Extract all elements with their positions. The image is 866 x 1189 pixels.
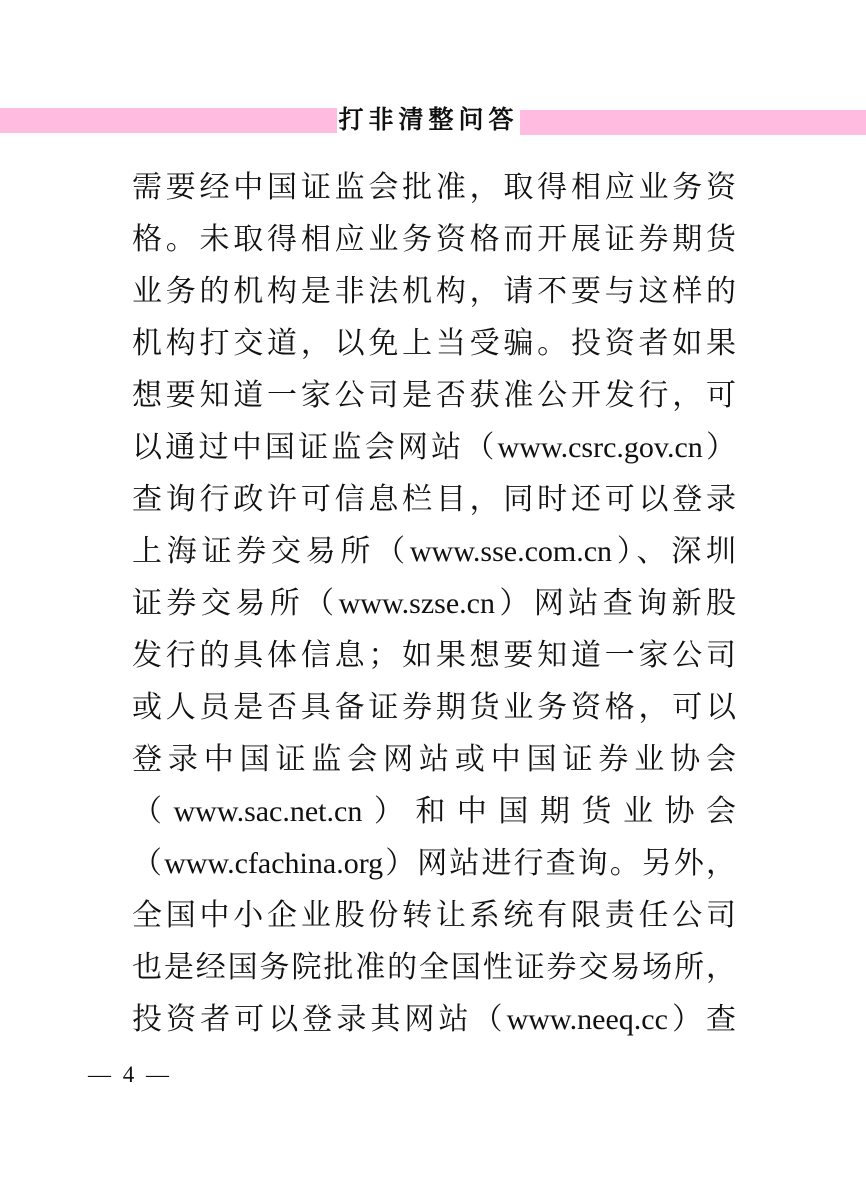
text-line: 想要知道一家公司是否获准公开发行，可 bbox=[132, 379, 736, 412]
text-line: 全国中小企业股份转让系统有限责任公司 bbox=[132, 899, 736, 932]
text-line: （www.cfachina.org）网站进行查询。另外， bbox=[132, 847, 736, 880]
text-line: 登录中国证监会网站或中国证券业协会 bbox=[132, 743, 736, 776]
text-line: 格。未取得相应业务资格而开展证券期货 bbox=[132, 223, 736, 256]
text-line: 查询行政许可信息栏目，同时还可以登录 bbox=[132, 483, 736, 516]
text-line: 业务的机构是非法机构，请不要与这样的 bbox=[132, 275, 736, 308]
text-line: 以通过中国证监会网站（www.csrc.gov.cn） bbox=[132, 431, 736, 464]
header-bar-right bbox=[520, 110, 866, 135]
text-line: 证券交易所（www.szse.cn）网站查询新股 bbox=[132, 587, 736, 620]
body-text bbox=[132, 162, 736, 1046]
text-line: 机构打交道，以免上当受骗。投资者如果 bbox=[132, 327, 736, 360]
text-line: 发行的具体信息；如果想要知道一家公司 bbox=[132, 639, 736, 672]
text-line: 投资者可以登录其网站（www.neeq.cc）查 bbox=[132, 1003, 736, 1036]
header-bar-left bbox=[0, 108, 337, 133]
text-line: 需要经中国证监会批准，取得相应业务资 bbox=[132, 171, 736, 204]
page-number: — 4 — bbox=[88, 1062, 172, 1087]
text-line: （www.sac.net.cn）和中国期货业协会 bbox=[132, 795, 736, 828]
page-header-title: 打非清整问答 bbox=[338, 106, 519, 134]
text-line: 上海证券交易所（www.sse.com.cn）、深圳 bbox=[132, 535, 736, 568]
text-line: 也是经国务院批准的全国性证券交易场所， bbox=[132, 951, 736, 984]
text-line: 或人员是否具备证券期货业务资格，可以 bbox=[132, 691, 736, 724]
